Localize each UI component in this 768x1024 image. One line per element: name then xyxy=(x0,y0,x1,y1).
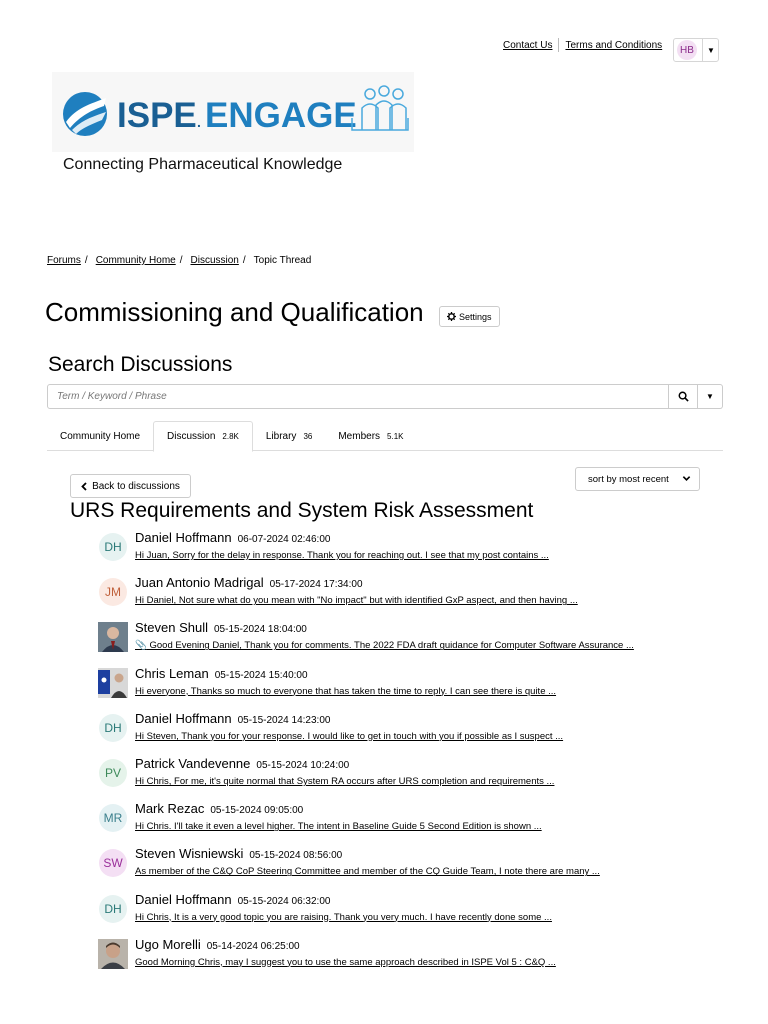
reply-snippet[interactable]: Hi Chris, For me, it's quite normal that System RA occurs after URS completion and requirements ... xyxy=(135,775,555,787)
reply-date: 05-15-2024 18:04:00 xyxy=(214,624,307,636)
avatar[interactable]: DH xyxy=(99,714,127,742)
reply-date: 05-15-2024 08:56:00 xyxy=(249,850,343,862)
search-heading: Search Discussions xyxy=(48,353,233,376)
reply-snippet[interactable]: Good Morning Chris, may I suggest you to use the same approach described in ISPE Vol 5 : C&Q ... xyxy=(135,956,556,968)
back-label: Back to discussions xyxy=(92,480,180,492)
avatar[interactable]: MR xyxy=(99,804,127,832)
search-icon xyxy=(678,391,689,402)
reply-snippet[interactable] xyxy=(135,640,634,651)
breadcrumb-community-home[interactable]: Community Home xyxy=(95,255,176,266)
author-name[interactable]: Steven Wisniewski xyxy=(135,846,244,862)
author-name[interactable]: Patrick Vandevenne xyxy=(135,755,251,771)
reply-item[interactable] xyxy=(98,845,718,890)
back-to-discussions-button[interactable] xyxy=(70,474,191,498)
avatar[interactable]: SW xyxy=(99,849,127,877)
reply-item[interactable] xyxy=(98,665,718,710)
breadcrumb-current: Topic Thread xyxy=(253,255,312,266)
reply-item[interactable] xyxy=(98,800,718,845)
breadcrumb-separator: / xyxy=(84,255,88,266)
breadcrumb-forums[interactable]: Forums xyxy=(47,255,81,266)
reply-author xyxy=(135,756,349,771)
breadcrumb-discussion[interactable]: Discussion xyxy=(190,255,239,266)
chris-leman-photo[interactable] xyxy=(98,668,128,698)
logo-dot: . xyxy=(197,114,201,130)
search-button[interactable] xyxy=(669,384,698,409)
reply-item[interactable] xyxy=(98,619,718,664)
search-bar xyxy=(47,384,723,409)
breadcrumb-separator: / xyxy=(242,255,246,266)
ugo-morelli-photo[interactable] xyxy=(98,939,128,969)
tab-count: 5.1K xyxy=(387,431,404,441)
tab-community-home[interactable] xyxy=(47,421,153,451)
ispe-engage-logo[interactable] xyxy=(52,72,414,152)
reply-author xyxy=(135,892,330,907)
author-name[interactable]: Daniel Hoffmann xyxy=(135,891,232,907)
reply-snippet[interactable]: Hi Steven, Thank you for your response. I would like to get in touch with you if possible as I suspect ... xyxy=(135,730,564,742)
tab-library[interactable] xyxy=(253,421,325,451)
tab-count: 36 xyxy=(303,431,313,441)
sort-label: sort by most recent xyxy=(588,473,669,485)
logo-text-engage: ENGAGE xyxy=(205,96,357,135)
settings-button[interactable] xyxy=(439,306,500,327)
reply-date: 05-17-2024 17:34:00 xyxy=(269,579,363,591)
reply-item[interactable] xyxy=(98,574,718,619)
reply-item[interactable] xyxy=(98,936,718,981)
snippet-text: Good Evening Daniel, Thank you for comments. The 2022 FDA draft guidance for Computer Software Assurance ... xyxy=(149,640,634,652)
reply-author xyxy=(135,846,342,861)
reply-snippet[interactable]: Hi Chris, It is a very good topic you are raising. Thank you very much. I have recently done some ... xyxy=(135,911,552,923)
reply-date: 05-15-2024 14:23:00 xyxy=(237,714,331,726)
tab-members[interactable] xyxy=(325,421,416,451)
reply-snippet[interactable]: Hi Daniel, Not sure what do you mean with "No impact" but with identified GxP aspect, and then having ... xyxy=(135,595,578,607)
author-name[interactable]: Daniel Hoffmann xyxy=(135,530,232,545)
thread-title: URS Requirements and System Risk Assessment xyxy=(70,499,534,522)
logo-graphic xyxy=(52,72,414,152)
reply-date: 05-14-2024 06:25:00 xyxy=(206,940,300,952)
gear-icon xyxy=(447,312,456,321)
community-tabs xyxy=(47,421,723,451)
author-name[interactable]: Steven Shull xyxy=(135,620,208,636)
tab-count: 2.8K xyxy=(222,432,239,441)
chevron-left-icon xyxy=(81,482,87,491)
sort-dropdown[interactable] xyxy=(575,467,700,491)
divider xyxy=(558,38,559,52)
reply-date: 05-15-2024 10:24:00 xyxy=(256,759,350,771)
contact-us-link[interactable]: Contact Us xyxy=(503,39,553,51)
terms-link[interactable]: Terms and Conditions xyxy=(565,39,663,51)
author-name[interactable]: Mark Rezac xyxy=(135,801,205,817)
breadcrumb-separator: / xyxy=(179,255,183,266)
reply-author xyxy=(135,711,330,726)
reply-date: 05-15-2024 06:32:00 xyxy=(237,895,331,907)
reply-snippet[interactable]: Hi Juan, Sorry for the delay in response. Thank you for reaching out. I see that my post contains ... xyxy=(135,550,549,561)
search-input[interactable] xyxy=(47,384,669,409)
reply-date: 06-07-2024 02:46:00 xyxy=(237,534,331,545)
tab-label: Members xyxy=(338,430,381,442)
reply-author xyxy=(135,620,307,635)
tagline: Connecting Pharmaceutical Knowledge xyxy=(63,156,343,173)
breadcrumb xyxy=(47,255,311,266)
author-name[interactable]: Ugo Morelli xyxy=(135,936,201,952)
avatar[interactable]: DH xyxy=(99,895,127,923)
avatar[interactable]: PV xyxy=(99,759,127,787)
steven-shull-photo[interactable] xyxy=(98,622,128,652)
tab-label: Discussion xyxy=(167,431,216,442)
tab-discussion[interactable] xyxy=(153,421,253,452)
author-name[interactable]: Chris Leman xyxy=(135,665,209,681)
caret-down-icon[interactable]: ▼ xyxy=(702,39,719,61)
tab-label: Community Home xyxy=(60,430,141,442)
reply-date: 05-15-2024 09:05:00 xyxy=(210,805,304,817)
people-icon xyxy=(352,86,408,130)
reply-item[interactable] xyxy=(98,755,718,800)
user-avatar[interactable]: HB xyxy=(677,40,697,60)
author-name[interactable]: Juan Antonio Madrigal xyxy=(135,575,264,591)
avatar[interactable]: JM xyxy=(99,578,127,606)
reply-author xyxy=(135,575,363,590)
author-name[interactable]: Daniel Hoffmann xyxy=(135,710,232,726)
reply-author xyxy=(135,937,300,952)
reply-item[interactable] xyxy=(98,710,718,755)
logo-text-ispe: ISPE xyxy=(117,96,197,135)
user-menu[interactable] xyxy=(673,38,719,62)
chevron-down-icon xyxy=(682,474,691,483)
paperclip-icon: 📎 xyxy=(135,640,147,652)
caret-down-icon[interactable]: ▼ xyxy=(698,384,723,409)
reply-author xyxy=(135,530,330,545)
settings-label: Settings xyxy=(459,311,492,322)
avatar[interactable]: DH xyxy=(99,533,127,561)
reply-author xyxy=(135,801,303,816)
page-title: Commissioning and Qualification xyxy=(45,297,424,327)
utility-links xyxy=(503,38,662,52)
reply-snippet[interactable]: Hi everyone, Thanks so much to everyone that has taken the time to reply. I can see there is quite ... xyxy=(135,685,557,697)
reply-snippet[interactable]: Hi Chris. I'll take it even a level higher. The intent in Baseline Guide 5 Second Edition is shown ... xyxy=(135,821,542,833)
reply-list xyxy=(98,529,718,981)
reply-item[interactable] xyxy=(98,891,718,936)
tab-label: Library xyxy=(265,430,297,442)
reply-author xyxy=(135,666,308,681)
reply-snippet[interactable]: As member of the C&Q CoP Steering Committee and member of the CQ Guide Team, I note there are many ... xyxy=(135,866,600,878)
reply-date: 05-15-2024 15:40:00 xyxy=(214,669,308,681)
reply-item[interactable] xyxy=(98,529,718,574)
